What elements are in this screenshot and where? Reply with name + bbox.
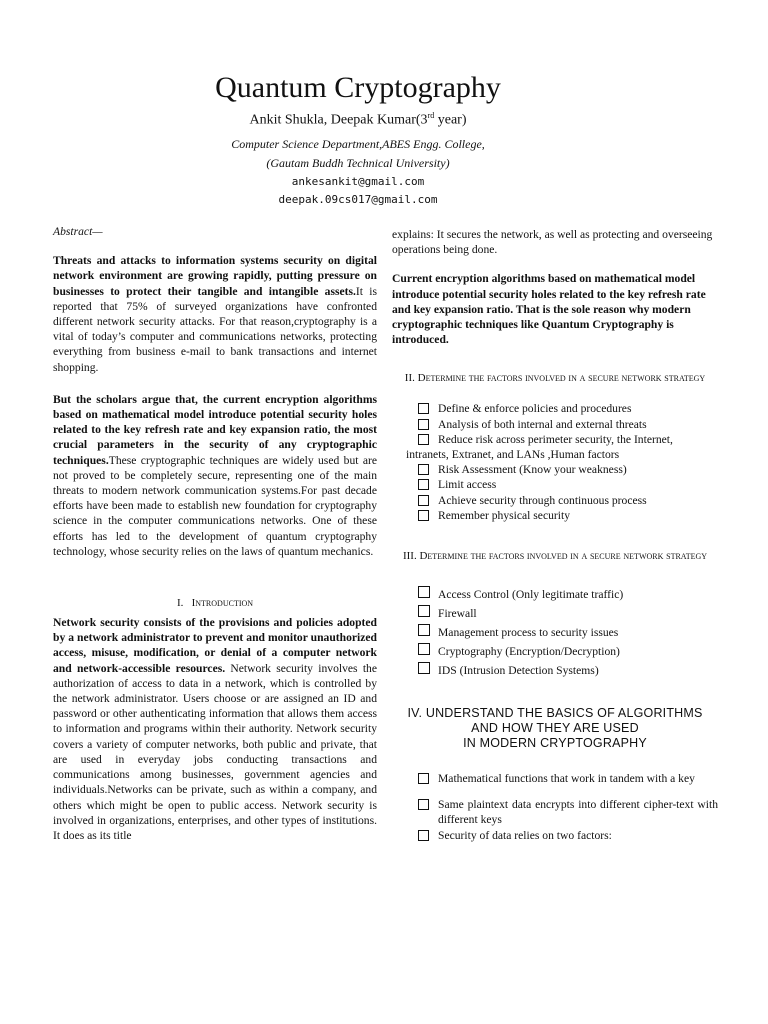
list-item [392,401,718,416]
section-2-list [392,401,718,523]
checkbox-icon [418,403,429,414]
affiliation-line-2: (Gautam Buddh Technical University) [266,156,450,170]
checkbox-icon [418,830,429,841]
checkbox-icon [418,586,430,598]
section-1-number: I. [176,597,184,610]
checkbox-icon [418,479,429,490]
list-item-text: Firewall [438,607,477,621]
list-item [392,585,718,604]
list-item [392,417,718,432]
list-item [392,642,718,661]
abstract-p2-text: These cryptographic techniques are widely used but are not proved to be completely secure, representing one of the main threats to modern network communication systems.For past decade efforts have been made to establish new foundation for cryptography science in the computer communications networks. One of these efforts has led to the development of quantum cryptography technology, whose security relies on the laws of quantum mechanics. [53,453,377,558]
introduction-text: Network security involves the authorization of access to data in a network, which is controlled by the network administrator. Users choose or are assigned an ID and password or other authenticating information that allows them access to information and programs within their authority. Network security covers a variety of computer networks, both public and private, that are used in everyday jobs conducting transactions and communications among businesses, government agencies and individuals.Networks can be private, such as within a company, and others which might be open to public access. Network security is involved in organizations, enterprises, and other types of institutions. It does as its title [53,661,377,842]
section-3-number: III. [402,550,417,563]
list-item-text: Reduce risk across perimeter security, the Internet, [438,432,673,446]
abstract-text: It is reported that 75% of surveyed organizations have confronted different network security attacks. For that reason,cryptography is a vital of today’s computer and communications networks, protecting everything from business e-mail to bank transactions and internet shopping. [53,284,377,374]
section-2-title: Determine the factors involved in a secure network strategy [417,372,706,385]
section-1-heading [53,595,377,611]
checkbox-icon [418,434,429,445]
list-item [392,493,718,508]
checkbox-icon [418,510,429,521]
section-3-list [392,585,718,680]
checkbox-icon [418,605,430,617]
section-4-title-line-2: AND HOW THEY ARE USED [471,721,639,736]
list-item-text: Same plaintext data encrypts into different cipher-text with different keys [438,798,718,827]
abstract-paragraph-2 [53,392,377,559]
section-4-heading [392,706,718,751]
list-item-text: Achieve security through continuous process [438,493,647,507]
abstract-paragraph-1 [53,253,377,375]
checkbox-icon [418,662,430,674]
list-item-text: Remember physical security [438,508,570,522]
right-column [392,227,718,843]
section-4-title-line-3: IN MODERN CRYPTOGRAPHY [463,736,647,751]
section-2-heading [392,370,718,386]
list-item [392,462,718,477]
abstract-label: Abstract— [53,225,103,238]
section-3-title: Determine the factors involved in a secure network strategy [419,550,708,563]
list-item [392,477,718,492]
list-item-text: Cryptography (Encryption/Decryption) [438,645,620,659]
checkbox-icon [418,799,429,810]
authors-line [0,111,716,129]
author-year-sup: rd [427,111,435,120]
affiliation-line-1: Computer Science Department,ABES Engg. College, [231,137,485,151]
list-item-text: IDS (Intrusion Detection Systems) [438,664,599,678]
author-names: Ankit Shukla, Deepak Kumar(3 [249,112,428,128]
left-column [53,224,377,843]
checkbox-icon [418,464,429,475]
section-1-title: Introduction [191,597,254,610]
list-item-text: Access Control (Only legitimate traffic) [438,588,624,602]
author-year-tail: year) [434,112,467,128]
list-item-text: Define & enforce policies and procedures [438,402,632,416]
author-email-1: ankesankit@gmail.com [291,175,425,188]
list-item-text: Management process to security issues [438,626,619,640]
paper-title: Quantum Cryptography [215,71,501,104]
checkbox-icon [418,624,430,636]
checkbox-icon [418,773,429,784]
list-item [392,604,718,623]
section-2-number: II. [404,372,415,385]
list-item [392,797,718,827]
list-item-text: Limit access [438,478,497,492]
introduction-paragraph [53,615,377,843]
list-item [392,771,718,786]
section-3-heading [392,548,718,564]
checkbox-icon [418,495,429,506]
list-item-continuation: intranets, Extranet, and LANs ,Human factors [406,448,620,462]
checkbox-icon [418,643,430,655]
list-item-text: Mathematical functions that work in tandem with a key [438,772,695,786]
list-item [392,508,718,523]
author-email-2: deepak.09cs017@gmail.com [278,193,438,206]
list-item [392,828,718,843]
list-item-text: Security of data relies on two factors: [438,828,612,842]
list-item [392,623,718,642]
list-item [392,661,718,680]
list-item-text: Risk Assessment (Know your weakness) [438,463,627,477]
encryption-bold-paragraph: Current encryption algorithms based on mathematical model introduce potential security holes related to the key refresh rate and key expansion ratio. That is the sole reason why modern cryptographic techniques like Quantum Cryptography is introduced. [392,272,706,347]
abstract-p2-bold: But the scholars argue that, the current encryption algorithms based on mathematical model introduce potential security holes related to the key refresh rate and key expansion ratio, the most crucial parameters in the security of any cryptographic techniques. [53,392,377,467]
introduction-bold-intro: Network security consists of the provisions and policies adopted by a network administrator to prevent and monitor unauthorized access, misuse, modification, or denial of a computer network and network-accessible resources. [53,616,377,675]
continued-paragraph: explains: It secures the network, as well as protecting and overseeing operations being done. [392,228,713,257]
section-4-list [392,771,718,843]
section-4-title-line-1: IV. UNDERSTAND THE BASICS OF ALGORITHMS [407,706,703,721]
list-item-text: Analysis of both internal and external threats [438,417,647,431]
abstract-bold-intro: Threats and attacks to information systems security on digital network environment are growing rapidly, putting pressure on businesses to protect their tangible and intangible assets. [53,254,377,298]
checkbox-icon [418,419,429,430]
list-item [392,432,718,447]
